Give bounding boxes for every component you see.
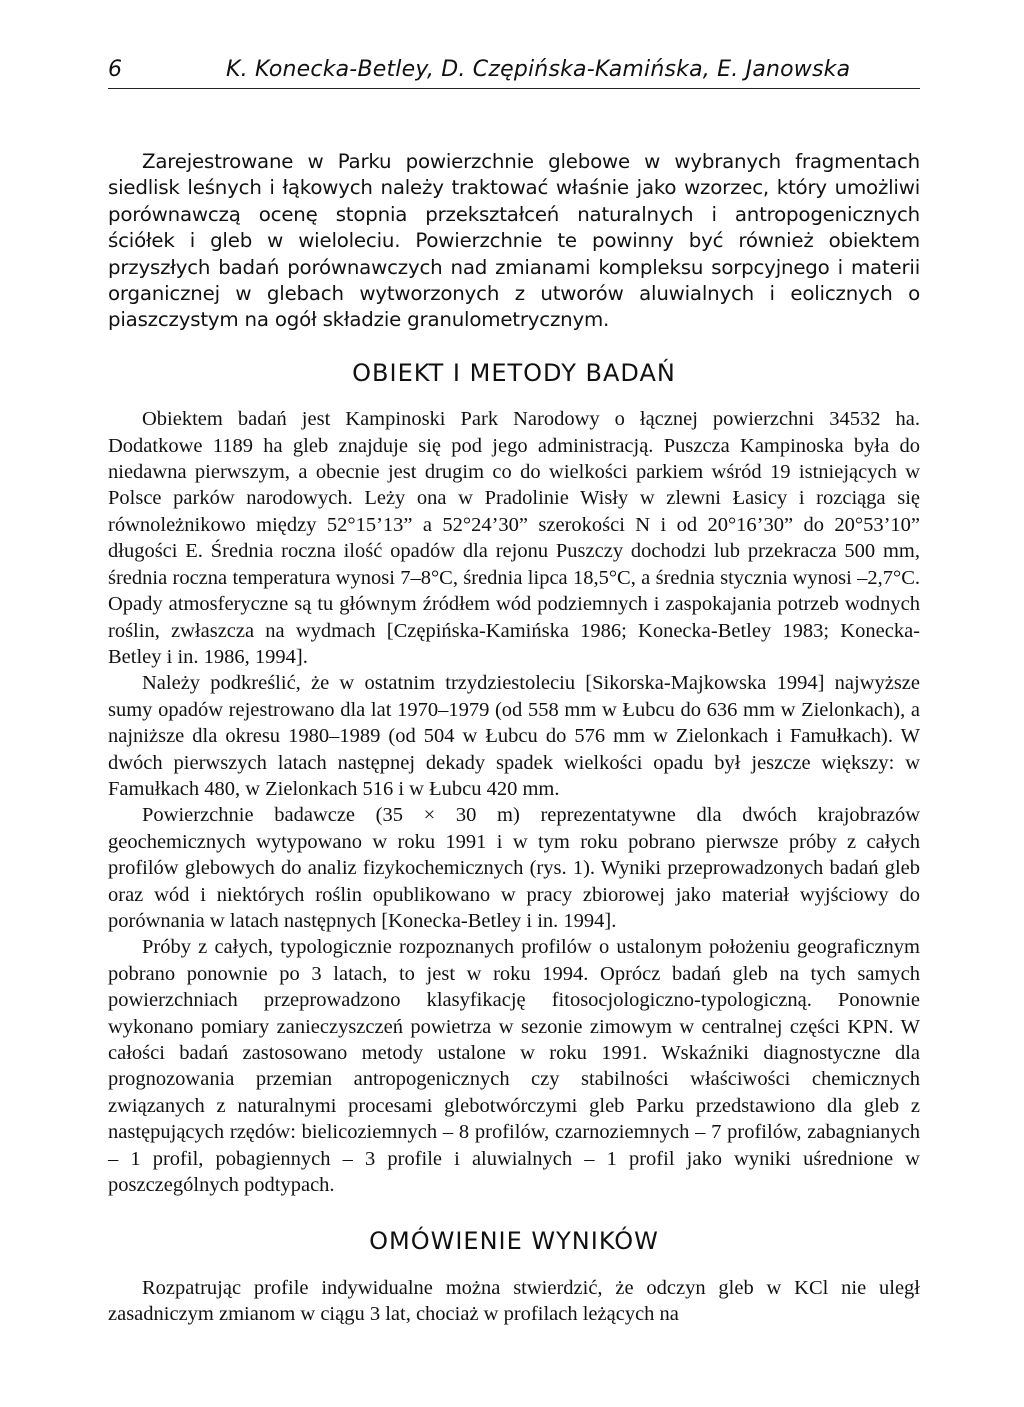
running-head — [108, 52, 920, 89]
body-paragraph: Próby z całych, typologicznie rozpoznanych profilów o ustalonym położeniu geograficznym pobrano ponownie po 3 latach, to jest w roku 1994. Oprócz badań gleb na tych samych powierzchniach przeprowadzono klasyfikację fitosocjologiczno-typologiczną. Ponownie wykonano pomiary zanieczyszczeń powietrza w sezonie zimowym w centralnej części KPN. W całości badań zastosowano metody ustalone w roku 1991. Wskaźniki diagnostyczne dla prognozowania przemian antropogenicznych czy stabilności właściwości chemicznych związanych z naturalnymi procesami glebotwórczymi gleb Parku przedstawiono dla gleb z następujących rzędów: bielicoziemnych – 8 profilów, czarnoziemnych – 7 profilów, zabagnianych – 1 profil, pobagiennych – 3 profile i aluwialnych – 1 profil jako wyniki uśrednione w poszczególnych podtypach. — [108, 936, 920, 1197]
intro-paragraph: Zarejestrowane w Parku powierzchnie glebowe w wybranych fragmentach siedlisk leśnych i łąkowych należy traktować właśnie jako wzorzec, który umożliwi porównawczą ocenę stopnia przekształceń naturalnych i antropogenicznych ściółek i gleb w wieloleciu. Powierzchnie te powinny być również obiektem przyszłych badań porównawczych nad zmianami kompleksu sorpcyjnego i materii organicznej w glebach wytworzonych z utworów aluwialnych i eolicznych o piaszczystym na ogół składzie granulometrycznym. — [108, 150, 920, 332]
body-paragraph: Obiektem badań jest Kampinoski Park Narodowy o łącznej powierzchni 34532 ha. Dodatkowe 1189 ha gleb znajduje się pod jego administracją. Puszcza Kampinoska była do niedawna pierwszym, a obecnie jest drugim co do wielkości parkiem wśród 19 istniejących w Polsce parków narodowych. Leży ona w Pradolinie Wisły w zlewni Łasicy i rozciąga się równoleżnikowo między 52°15’13” a 52°24’30” szerokości N i od 20°16’30” do 20°53’10” długości E. Średnia roczna ilość opadów dla rejonu Puszczy dochodzi lub przekracza 500 mm, średnia roczna temperatura wynosi 7–8°C, średnia lipca 18,5°C, a średnia stycznia wynosi –2,7°C. Opady atmosferyczne są tu głównym źródłem wód podziemnych i zaspokajania potrzeb wodnych roślin, zwłaszcza na wydmach [Czępińska-Kamińska 1986; Konecka-Betley 1983; Konecka-Betley i in. 1986, 1994]. — [108, 408, 920, 668]
body-paragraph: Rozpatrując profile indywidualne można stwierdzić, że odczyn gleb w KCl nie uległ zasadniczym zmianom w ciągu 3 lat, chociaż w profilach leżących na — [108, 1276, 920, 1326]
page — [108, 52, 920, 1328]
section-heading-results: OMÓWIENIE WYNIKÓW — [369, 1227, 659, 1256]
page-number: 6 — [108, 57, 122, 82]
section-heading-methods: OBIEKT I METODY BADAŃ — [352, 358, 676, 387]
body-paragraph: Powierzchnie badawcze (35 × 30 m) reprezentatywne dla dwóch krajobrazów geochemicznych wytypowano w roku 1991 i w tym roku pobrano pierwsze próby z całych profilów glebowych do analiz fizykochemicznych (rys. 1). Wyniki przeprowadzonych badań gleb oraz wód i niektórych roślin opublikowano w pracy zbiorowej jako materiał wyjściowy do porównania w latach następnych [Konecka-Betley i in. 1994]. — [108, 804, 920, 932]
article-body — [108, 149, 920, 1328]
running-head-authors: K. Konecka-Betley, D. Czępińska-Kamińska, E. Janowska — [226, 57, 851, 82]
body-paragraph: Należy podkreślić, że w ostatnim trzydziestoleciu [Sikorska-Majkowska 1994] najwyższe sumy opadów rejestrowano dla lat 1970–1979 (od 558 mm w Łubcu do 636 mm w Zielonkach), a najniższe dla okresu 1980–1989 (od 504 w Łubcu do 576 mm w Zielonkach i Famułkach). W dwóch pierwszych latach następnej dekady spadek wielkości opadu był jeszcze większy: w Famułkach 480, w Zielonkach 516 i w Łubcu 420 mm. — [108, 672, 920, 800]
